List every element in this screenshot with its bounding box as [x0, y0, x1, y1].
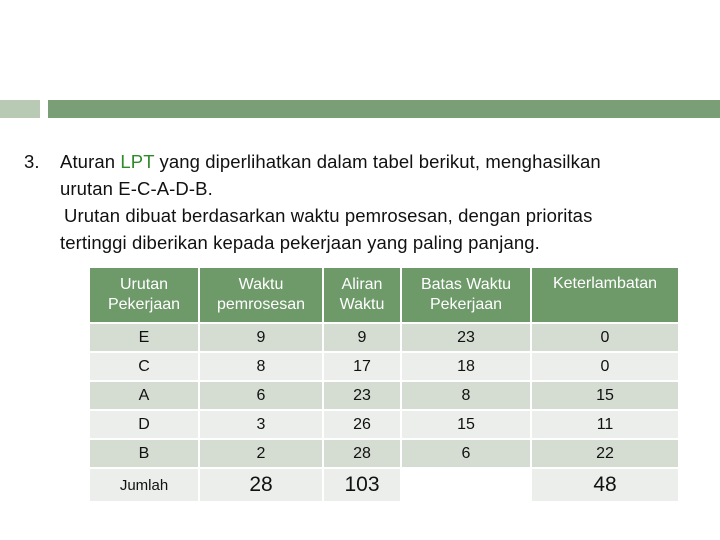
table-row: [90, 382, 678, 409]
header-text: pemrosesan: [216, 296, 306, 313]
cell-keterlambatan: 11: [532, 411, 678, 438]
cell-job: C: [90, 353, 198, 380]
cell-waktu: 9: [200, 324, 322, 351]
cell-keterlambatan: 15: [532, 382, 678, 409]
cell-aliran: 23: [324, 382, 400, 409]
cell-job: B: [90, 440, 198, 467]
header-text: Keterlambatan: [552, 275, 658, 292]
total-aliran: 103: [324, 469, 400, 501]
header-waktu-pemrosesan: [200, 268, 322, 322]
header-text: Waktu: [339, 296, 385, 313]
line1-text-before: Aturan: [60, 151, 121, 172]
table-row: [90, 411, 678, 438]
explanation-paragraph: [24, 148, 714, 256]
decorative-bar-light: [0, 100, 40, 118]
cell-batas: 6: [402, 440, 530, 467]
item-number: 3.: [24, 151, 40, 172]
paragraph-line-3: Urutan dibuat berdasarkan waktu pemrosesan, dengan prioritas: [64, 205, 593, 226]
cell-waktu: 6: [200, 382, 322, 409]
cell-batas: 8: [402, 382, 530, 409]
header-text: Aliran: [341, 276, 383, 293]
cell-waktu: 3: [200, 411, 322, 438]
cell-aliran: 28: [324, 440, 400, 467]
paragraph-line-2: urutan E-C-A-D-B.: [60, 178, 213, 199]
cell-aliran: 9: [324, 324, 400, 351]
cell-batas: 18: [402, 353, 530, 380]
cell-waktu: 2: [200, 440, 322, 467]
cell-job: A: [90, 382, 198, 409]
header-text: Batas Waktu: [420, 276, 512, 293]
table-total-row: [90, 469, 678, 501]
header-text: Urutan: [119, 276, 169, 293]
cell-aliran: 17: [324, 353, 400, 380]
total-batas-empty: [402, 469, 530, 501]
paragraph-line-1: [24, 148, 714, 175]
header-text: Pekerjaan: [429, 296, 503, 313]
cell-batas: 15: [402, 411, 530, 438]
decorative-bar-dark: [48, 100, 720, 118]
total-label: Jumlah: [90, 469, 198, 501]
lpt-highlight: LPT: [120, 151, 155, 172]
header-aliran-waktu: [324, 268, 400, 322]
lpt-schedule-table: [88, 266, 680, 503]
cell-aliran: 26: [324, 411, 400, 438]
header-urutan-pekerjaan: [90, 268, 198, 322]
table-row: [90, 440, 678, 467]
cell-batas: 23: [402, 324, 530, 351]
cell-job: D: [90, 411, 198, 438]
cell-keterlambatan: 22: [532, 440, 678, 467]
table-row: [90, 353, 678, 380]
line1-text-after: yang diperlihatkan dalam tabel berikut, menghasilkan: [154, 151, 601, 172]
header-text: Waktu: [238, 276, 284, 293]
header-batas-waktu: [402, 268, 530, 322]
total-keterlambatan: 48: [532, 469, 678, 501]
cell-job: E: [90, 324, 198, 351]
table-row: [90, 324, 678, 351]
table-header-row: [90, 268, 678, 322]
cell-waktu: 8: [200, 353, 322, 380]
total-waktu: 28: [200, 469, 322, 501]
cell-keterlambatan: 0: [532, 353, 678, 380]
header-keterlambatan: [532, 268, 678, 322]
paragraph-line-4: tertinggi diberikan kepada pekerjaan yang paling panjang.: [60, 232, 540, 253]
header-text: Pekerjaan: [107, 296, 181, 313]
cell-keterlambatan: 0: [532, 324, 678, 351]
